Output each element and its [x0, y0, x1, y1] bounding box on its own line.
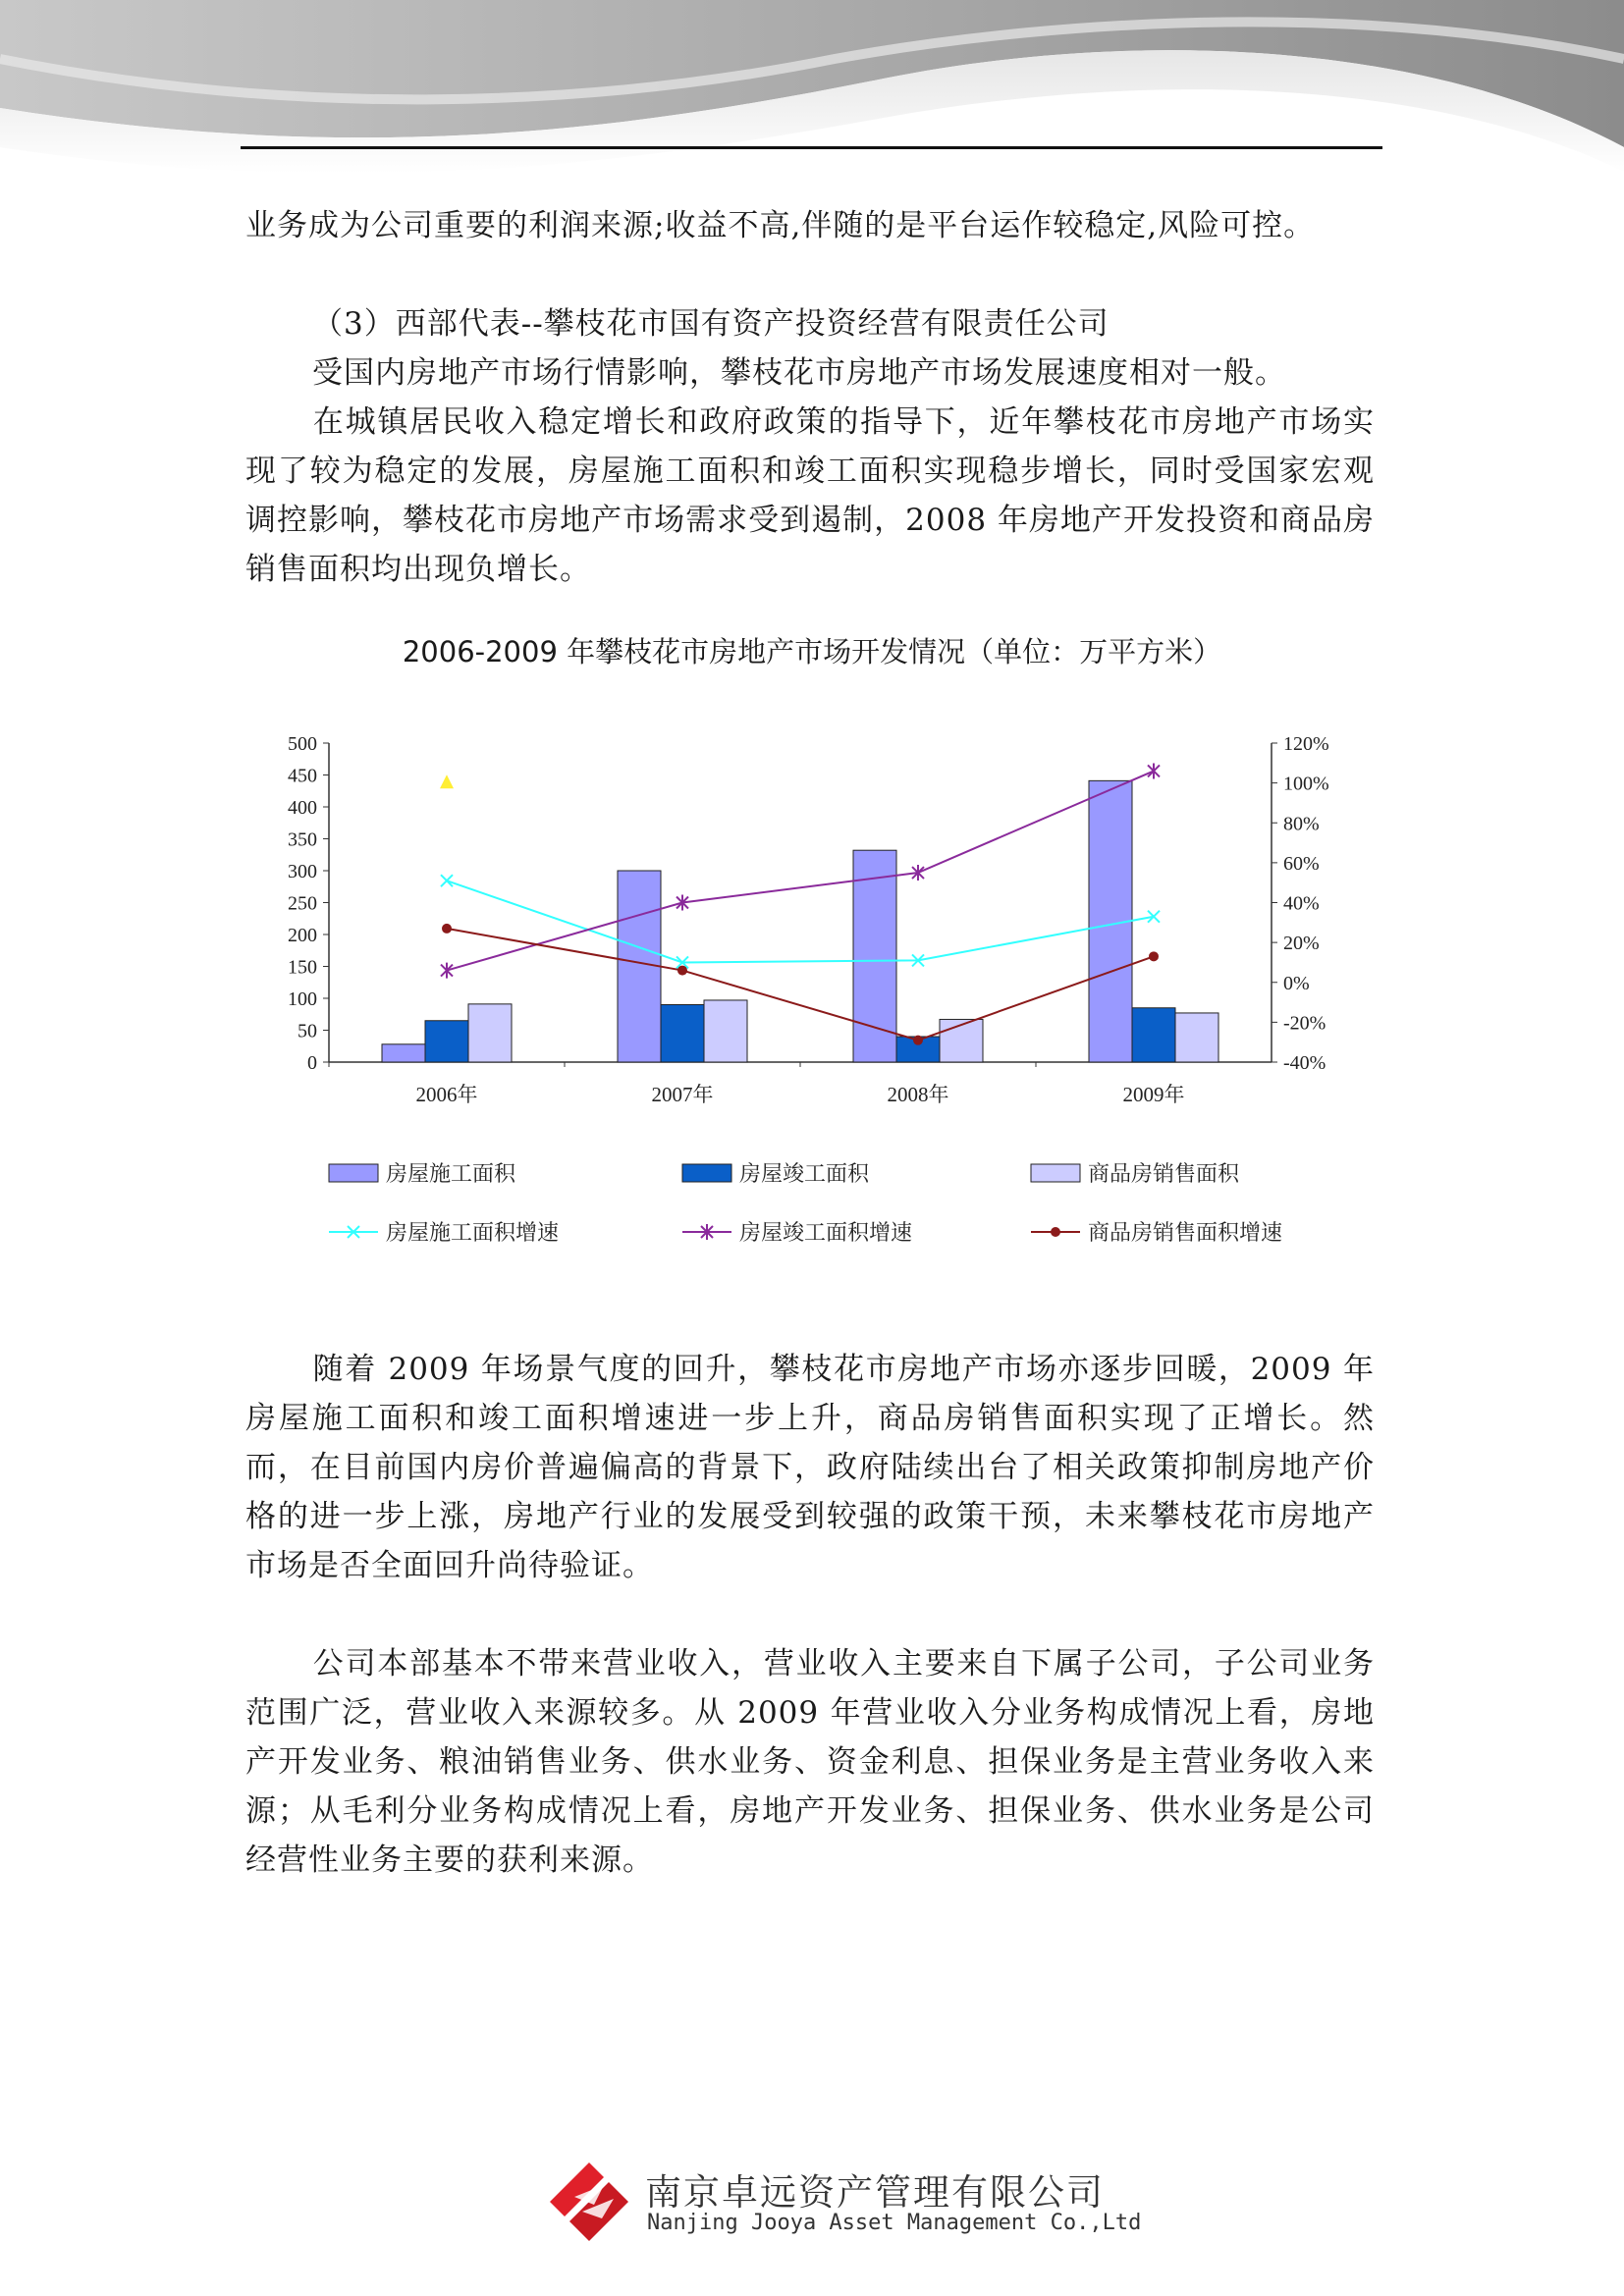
- legend-label-房屋竣工面积: 房屋竣工面积: [739, 1161, 870, 1186]
- line-房屋施工面积增速: [447, 881, 1154, 962]
- legend-label-房屋施工面积: 房屋施工面积: [386, 1161, 516, 1186]
- y-tick-label-right: 120%: [1283, 733, 1329, 755]
- bar-房屋施工面积-2007年: [618, 871, 661, 1062]
- bar-房屋竣工面积-2006年: [425, 1021, 468, 1062]
- y-tick-label-left: 250: [288, 892, 317, 915]
- y-tick-label-right: 20%: [1283, 933, 1320, 955]
- point-商品房销售面积增速-2008年: [913, 1036, 923, 1045]
- bar-商品房销售面积-2006年: [468, 1004, 512, 1062]
- legend-label-商品房销售面积增速: 商品房销售面积增速: [1088, 1220, 1283, 1245]
- legend-swatch-房屋施工面积: [329, 1164, 378, 1182]
- bar-商品房销售面积-2007年: [704, 1000, 747, 1062]
- paragraph-recovery: [245, 1345, 1375, 1590]
- bar-商品房销售面积-2009年: [1175, 1013, 1218, 1062]
- legend-marker-商品房销售面积增速: [1051, 1227, 1060, 1237]
- header-wave-decoration: [0, 0, 1624, 206]
- y-tick-label-left: 0: [307, 1052, 317, 1074]
- point-商品房销售面积增速-2009年: [1149, 951, 1159, 961]
- x-tick-label: 2008年: [887, 1083, 949, 1106]
- point-商品房销售面积增速-2007年: [677, 966, 687, 976]
- header-rule: [241, 146, 1382, 149]
- paragraph-recovery-text: 随着 2009 年场景气度的回升，攀枝花市房地产市场亦逐步回暖，2009 年房屋施工面积和竣工面积增速进一步上升，商品房销售面积实现了正增长。然而，在目前国内房价普遍偏高的背景下，政府陆续出台了相关政策抑制房地产价格的进一步上涨，房地产行业的发展受到较强的政策干预，未来攀枝花市房地产市场是否全面回升尚待验证。: [245, 1352, 1375, 1583]
- legend-label-房屋施工面积增速: 房屋施工面积增速: [386, 1220, 560, 1245]
- company-name-en: Nanjing Jooya Asset Management Co.,Ltd: [647, 2211, 1142, 2235]
- paragraph-market-influence-text: 受国内房地产市场行情影响，攀枝花市房地产市场发展速度相对一般。: [312, 355, 1286, 391]
- y-tick-label-right: 0%: [1283, 972, 1310, 994]
- y-tick-label-left: 400: [288, 797, 317, 819]
- bar-房屋施工面积-2008年: [853, 850, 896, 1062]
- paragraph-market-development: [245, 398, 1375, 594]
- y-tick-label-right: -40%: [1283, 1052, 1326, 1074]
- point-商品房销售面积增速-2006年: [442, 924, 452, 934]
- x-tick-label: 2007年: [651, 1083, 714, 1106]
- paragraph-market-development-text: 在城镇居民收入稳定增长和政府政策的指导下，近年攀枝花市房地产市场实现了较为稳定的发展，房屋施工面积和竣工面积实现稳步增长，同时受国家宏观调控影响，攀枝花市房地产市场需求受到遏制，2008 年房地产开发投资和商品房销售面积均出现负增长。: [245, 404, 1375, 587]
- bar-房屋竣工面积-2009年: [1132, 1008, 1175, 1062]
- line-商品房销售面积增速: [447, 929, 1154, 1041]
- point-房屋竣工面积增速-2006年: [441, 963, 453, 979]
- continued-text-line: 业务成为公司重要的利润来源;收益不高,伴随的是平台运作较稳定,风险可控。: [245, 208, 1316, 243]
- legend-swatch-房屋竣工面积: [682, 1164, 731, 1182]
- y-tick-label-right: 80%: [1283, 813, 1320, 835]
- bar-房屋施工面积-2006年: [382, 1044, 425, 1062]
- y-tick-label-left: 300: [288, 861, 317, 882]
- y-tick-label-right: -20%: [1283, 1012, 1326, 1035]
- company-logo-icon: [545, 2158, 633, 2246]
- y-tick-label-right: 40%: [1283, 892, 1320, 915]
- section-heading: （3）西部代表--攀枝花市国有资产投资经营有限责任公司: [312, 306, 1110, 342]
- y-tick-label-left: 150: [288, 956, 317, 979]
- extra-triangle-marker: [440, 774, 454, 788]
- bar-房屋竣工面积-2007年: [661, 1005, 704, 1063]
- legend-label-商品房销售面积: 商品房销售面积: [1088, 1161, 1240, 1186]
- y-tick-label-left: 100: [288, 988, 317, 1010]
- y-tick-label-right: 100%: [1283, 773, 1329, 795]
- x-tick-label: 2009年: [1122, 1083, 1185, 1106]
- y-tick-label-right: 60%: [1283, 852, 1320, 875]
- x-tick-label: 2006年: [415, 1083, 478, 1106]
- real-estate-chart: [245, 717, 1375, 1296]
- y-tick-label-left: 50: [298, 1020, 317, 1042]
- paragraph-market-influence: [245, 348, 1375, 398]
- legend-label-房屋竣工面积增速: 房屋竣工面积增速: [739, 1220, 913, 1245]
- point-房屋竣工面积增速-2009年: [1148, 763, 1160, 778]
- chart-canvas: [245, 717, 1375, 1296]
- company-name-cn: 南京卓远资产管理有限公司: [645, 2171, 1105, 2214]
- y-tick-label-left: 500: [288, 733, 317, 755]
- line-房屋竣工面积增速: [447, 771, 1154, 970]
- paragraph-revenue-text: 公司本部基本不带来营业收入，营业收入主要来自下属子公司，子公司业务范围广泛，营业收入来源较多。从 2009 年营业收入分业务构成情况上看，房地产开发业务、粮油销售业务、供水业务、资金利息、担保业务是主营业务收入来源；从毛利分业务构成情况上看，房地产开发业务、担保业务、供水业务是公司经营性业务主要的获利来源。: [245, 1646, 1375, 1878]
- chart-title: 2006-2009 年攀枝花市房地产市场开发情况（单位：万平方米）: [402, 635, 1222, 668]
- y-tick-label-left: 450: [288, 765, 317, 787]
- point-房屋施工面积增速-2006年: [441, 875, 453, 886]
- y-tick-label-left: 350: [288, 828, 317, 851]
- paragraph-revenue: [245, 1639, 1375, 1885]
- y-tick-label-left: 200: [288, 925, 317, 946]
- legend-swatch-商品房销售面积: [1031, 1164, 1080, 1182]
